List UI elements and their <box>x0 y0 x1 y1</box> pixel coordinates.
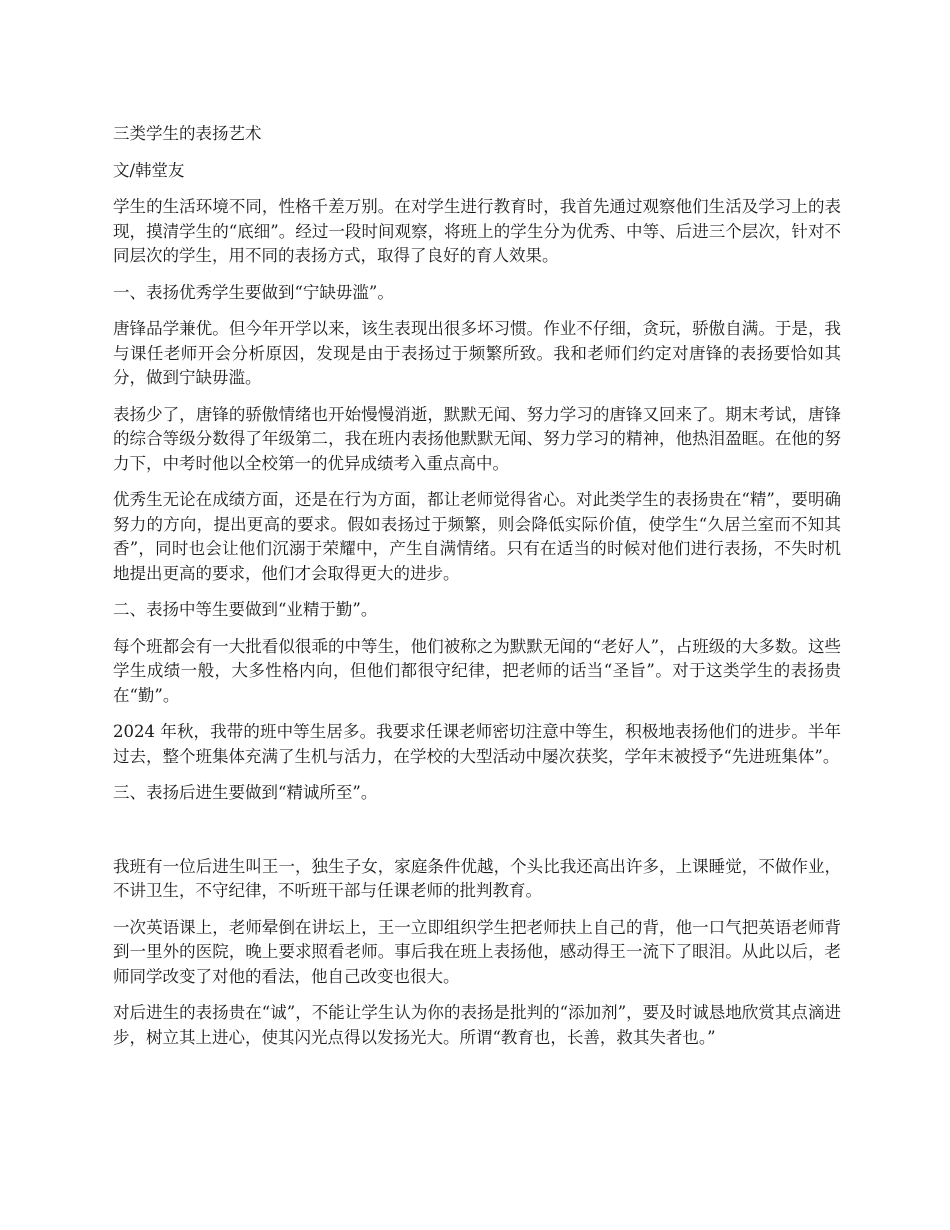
section-heading-1: 一、表扬优秀学生要做到“宁缺毋滥”。 <box>113 282 394 302</box>
paragraph: 一次英语课上，老师晕倒在讲坛上，王一立即组织学生把老师扶上自己的背，他一口气把英语老师背到一里外的医院，晚上要求照看老师。事后我在班上表扬他，感动得王一流下了眼泪。从此以后，老师同学改变了对他的看法，他自己改变也很大。 <box>113 917 841 986</box>
document-title: 三类学生的表扬艺术 <box>113 124 262 143</box>
paragraph: 唐锋品学兼优。但今年开学以来，该生表现出很多坏习惯。作业不仔细，贪玩，骄傲自满。于是，我与课任老师开会分析原因，发现是由于表扬过于频繁所致。我和老师们约定对唐锋的表扬要恰如其分，做到宁缺毋滥。 <box>113 319 841 387</box>
section-heading-2: 二、表扬中等生要做到“业精于勤”。 <box>113 600 378 619</box>
document-byline: 文/韩堂友 <box>113 160 185 180</box>
paragraph: 学生的生活环境不同，性格千差万别。在对学生进行教育时，我首先通过观察他们生活及学习上的表现，摸清学生的“底细”。经过一段时间观察，将班上的学生分为优秀、中等、后进三个层次，针对不同层次的学生，用不同的表扬方式，取得了良好的育人效果。 <box>113 197 841 265</box>
document-body <box>113 122 841 1062</box>
paragraph: 表扬少了，唐锋的骄傲情绪也开始慢慢消逝，默默无闻、努力学习的唐锋又回来了。期末考试，唐锋的综合等级分数得了年级第二，我在班内表扬他默默无闻、努力学习的精神，他热泪盈眶。在他的努力下，中考时他以全校第一的优异成绩考入重点高中。 <box>113 404 841 473</box>
blank-gap <box>113 818 841 855</box>
paragraph: 每个班都会有一大批看似很乖的中等生，他们被称之为默默无闻的“老好人”，占班级的大多数。这些学生成绩一般，大多性格内向，但他们都很守纪律，把老师的话当“圣旨”。对于这类学生的表扬贵在“勤”。 <box>113 636 841 705</box>
section-heading-3: 三、表扬后进生要做到“精诚所至”。 <box>113 783 378 802</box>
paragraph: 优秀生无论在成绩方面，还是在行为方面，都让老师觉得省心。对此类学生的表扬贵在“精”，要明确努力的方向，提出更高的要求。假如表扬过于频繁，则会降低实际价值，使学生“久居兰室而不知其香”，同时也会让他们沉溺于荣耀中，产生自满情绪。只有在适当的时候对他们进行表扬，不失时机地提出更高的要求，他们才会取得更大的进步。 <box>113 490 841 583</box>
paragraph: 2024 年秋，我带的班中等生居多。我要求任课老师密切注意中等生，积极地表扬他们的进步。半年过去，整个班集体充满了生机与活力，在学校的大型活动中屡次获奖，学年末被授予“先进班集体”。 <box>113 722 841 766</box>
paragraph: 我班有一位后进生叫王一，独生子女，家庭条件优越，个头比我还高出许多，上课睡觉，不做作业，不讲卫生，不守纪律，不听班干部与任课老师的批判教育。 <box>113 856 841 900</box>
paragraph: 对后进生的表扬贵在“诚”，不能让学生认为你的表扬是批判的“添加剂”，要及时诚恳地欣赏其点滴进步，树立其上进心，使其闪光点得以发扬光大。所谓“教育也，长善，救其失者也。” <box>113 1003 841 1047</box>
